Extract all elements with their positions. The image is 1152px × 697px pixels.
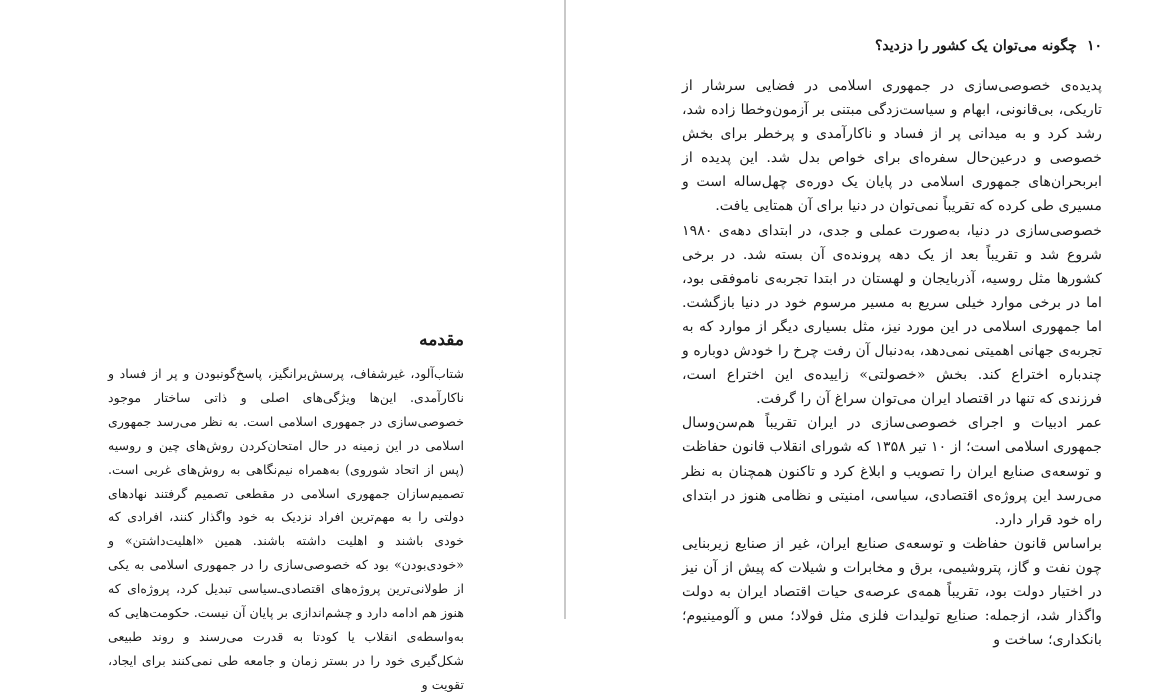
paragraph: عمر ادبیات و اجرای خصوصی‌سازی در ایران تقریباً هم‌سن‌وسال جمهوری اسلامی است؛ از ۱۰ تیر ۱۳۵۸ که شورای انقلاب قانون حفاظت و توسعه‌ی صنایع ایران را تصویب و ابلاغ کرد و تاکنون همچنان به نظر می‌رسد این پروژه‌ی اقتصادی، سیاسی، امنیتی و نظامی هنوز در ابتدای راه خود قرار دارد. (682, 415, 1102, 528)
right-page (566, 0, 1152, 649)
running-header (875, 38, 1102, 54)
paragraph: خصوصی‌سازی در دنیا، به‌صورت عملی و جدی، در ابتدای دهه‌ی ۱۹۸۰ شروع شد و تقریباً بعد از یک دهه پرونده‌ی آن بسته شد. در برخی کشورها مثل روسیه، آذربایجان و لهستان در ابتدا تجربه‌ی ناموفقی بود، اما در برخی موارد خیلی سریع به مسیر مرسوم خود در دنیا بازگشت. اما جمهوری اسلامی در این مورد نیز، مثل بسیاری دیگر از موارد که به تجربه‌ی جهانی اهمیتی نمی‌دهد، به‌دنبال آن رفت چرخ را خودش دوباره و چندباره اختراع کند. بخش «خصولتی» زاییده‌ی این اختراع است، فرزندی که تنها در اقتصاد ایران می‌توان سراغ آن را گرفت. (682, 222, 1102, 408)
section-title: مقدمه (419, 330, 464, 350)
page-number: ۱۰ (1086, 38, 1102, 54)
right-page-body (682, 74, 1102, 652)
paragraph: براساس قانون حفاظت و توسعه‌ی صنایع ایران، غیر از صنایع زیربنایی چون نفت و گاز، پتروشیمی، برق و مخابرات و شیلات که پیش از آن نیز در اختیار دولت بود، تقریباً همه‌ی عرصه‌ی حیات اقتصاد ایران به دولت واگذار شد، ازجمله: صنایع تولیدات فلزی مثل فولاد؛ مس و آلومینیوم؛ بانکداری؛ ساخت و (682, 535, 1102, 649)
left-page-body (108, 362, 464, 697)
paragraph: پدیده‌ی خصوصی‌سازی در جمهوری اسلامی در فضایی سرشار از تاریکی، بی‌قانونی، ابهام و سیاست‌زدگی مبتنی بر آزمون‌وخطا زاده شد، رشد کرد و به میدانی پر از فساد و ناکارآمدی و پرخطر برای بخش خصوصی و درعین‌حال سفره‌ای برای خواص بدل شد. این پدیده از ابربحران‌های جمهوری اسلامی در پایان یک دوره‌ی چهل‌ساله است و مسیری طی کرده که تقریباً نمی‌توان در دنیا برای آن همتایی یافت. (682, 78, 1102, 215)
paragraph: شتاب‌آلود، غیرشفاف، پرسش‌برانگیز، پاسخ‌گونبودن و پر از فساد و ناکارآمدی. این‌ها ویژگی‌های اصلی و ذاتی ساختار موجود خصوصی‌سازی در جمهوری اسلامی است. به نظر می‌رسد جمهوری اسلامی در این زمینه در حال امتحان‌کردن روش‌های چین و روسیه (پس از اتحاد شوروی) به‌همراه نیم‌نگاهی به روش‌های غربی است. تصمیم‌سازان جمهوری اسلامی در مقطعی تصمیم گرفتند نهادهای دولتی را به مهم‌ترین افراد نزدیک به خود واگذار کنند، افرادی که خودی باشند و اهلیت داشته باشند. همین «اهلیت‌داشتن» و «خودی‌بودن» بود که خصوصی‌سازی را در جمهوری اسلامی به یکی از طولانی‌ترین پروژه‌های اقتصادی‌ـ‌سیاسی تبدیل کرد، پروژه‌ای که هنوز هم ادامه دارد و چشم‌اندازی بر پایان آن نیست. حکومت‌هایی که به‌واسطه‌ی انقلاب یا کودتا به قدرت می‌رسند و روند طبیعی شکل‌گیری خود را در بستر زمان و جامعه طی نمی‌کنند برای ایجاد، تقویت و (108, 366, 464, 692)
running-title: چگونه می‌توان یک کشور را دزدید؟ (874, 38, 1077, 54)
left-page (0, 0, 564, 692)
